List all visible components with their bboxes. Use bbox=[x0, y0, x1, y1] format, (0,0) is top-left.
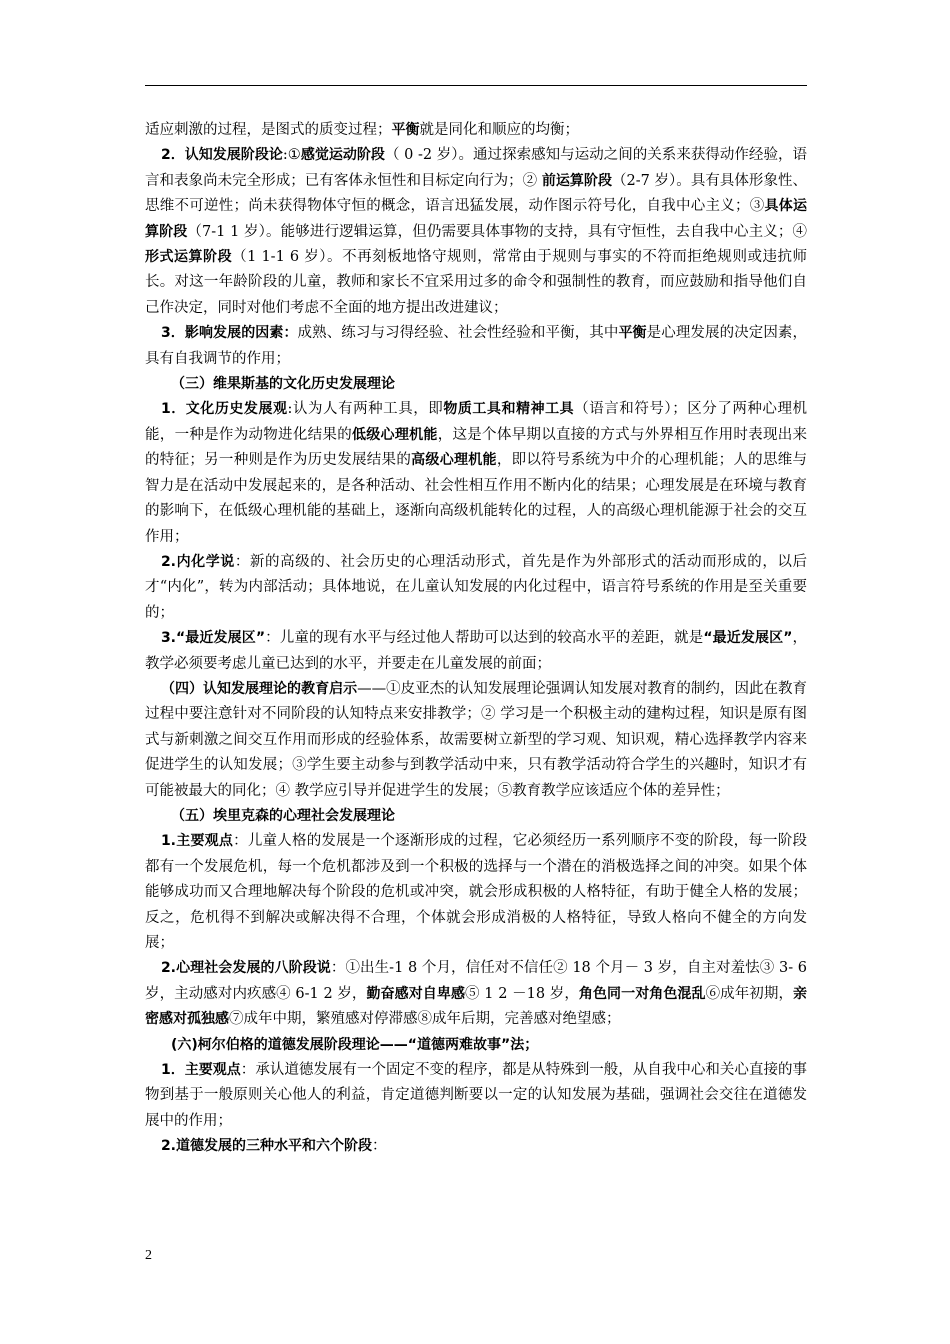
paragraph-zpd: 3.“最近发展区”：儿童的现有水平与经过他人帮助可以达到的较高水平的差距，就是“最近发展区”，教学必须要考虑儿童已达到的水平，并要走在儿童发展的前面； bbox=[145, 630, 808, 672]
paragraph-erikson-eight-stages: 2.心理社会发展的八阶段说：①出生-1 8 个月，信任对不信任② 18 个月－ 3 岁，自主对羞怯③ 3- 6 岁，主动感对内疚感④ 6-1 2 岁，勤奋感对自卑感⑤ 1 2 －18 岁，角色同一对角色混乱⑥成年初期，亲密感对孤独感⑦成年中期，繁殖感对停滞感⑧成年后期，完善感对绝望感； bbox=[145, 960, 808, 1028]
heading-erikson: （五）埃里克森的心理社会发展理论 bbox=[171, 807, 395, 824]
paragraph-internalization: 2.内化学说：新的高级的、社会历史的心理活动形式，首先是作为外部形式的活动而形成的，以后才“内化”，转为内部活动；具体地说，在儿童认知发展的内化过程中，语言符号系统的作用是至关重要的； bbox=[145, 553, 807, 621]
heading-vygotsky: （三）维果斯基的文化历史发展理论 bbox=[171, 376, 395, 393]
paragraph-balance: 适应刺激的过程，是图式的质变过程；平衡就是同化和顺应的均衡； bbox=[145, 122, 579, 138]
header-rule bbox=[145, 85, 807, 86]
paragraph-piaget-stages: 2．认知发展阶段论:①感觉运动阶段（ 0 -2 岁）。通过探索感知与运动之间的关系来获得动作经验，语言和表象尚未完全形成；已有客体永恒性和目标定向行为；② 前运算阶段（2-7 岁）。具有具体形象性、思维不可逆性；尚未获得物体守恒的概念，语言迅猛发展，动作图示符号化，自我中心主义；③具体运算阶段（7-1 1 岁）。能够进行逻辑运算，但仍需要具体事物的支持，具有守恒性，去自我中心主义；④ 形式运算阶段（1 1-1 6 岁）。不再刻板地恪守规则，常常由于规则与事实的不符而拒绝规则或违抗师长。对这一年龄阶段的儿童，教师和家长不宜采用过多的命令和强制性的教育，而应鼓励和指导他们自己作决定，同时对他们考虑不全面的地方提出改进建议； bbox=[145, 147, 808, 316]
page-body bbox=[145, 118, 807, 1160]
page-number: 2 bbox=[145, 1248, 152, 1263]
paragraph-erikson-main: 1.主要观点：儿童人格的发展是一个逐渐形成的过程，它必须经历一系列顺序不变的阶段，每一阶段都有一个发展危机，每一个危机都涉及到一个积极的选择与一个潜在的消极选择之间的冲突。如果个体能够成功而又合理地解决每个阶段的危机或冲突，就会形成积极的人格特征，有助于健全人格的发展；反之，危机得不到解决或解决得不合理，个体就会形成消极的人格特征，导致人格向不健全的方向发展； bbox=[145, 833, 808, 951]
paragraph-educational-implications: （四）认知发展理论的教育启示——①皮亚杰的认知发展理论强调认知发展对教育的制约，因此在教育过程中要注意针对不同阶段的认知特点来安排教学；② 学习是一个积极主动的建构过程，知识是原有图式与新刺激之间交互作用而形成的经验体系，故需要树立新型的学习观、知识观，精心选择教学内容来促进学生的认知发展；③学生要主动参与到教学活动中来，只有教学活动符合学生的兴趣时，知识才有可能被最大的同化；④ 教学应引导并促进学生的发展；⑤教育教学应该适应个体的差异性； bbox=[145, 680, 808, 799]
paragraph-kohlberg-main: 1．主要观点：承认道德发展有一个固定不变的程序，都是从特殊到一般，从自我中心和关心直接的事物到基于一般原则关心他人的利益，肯定道德判断要以一定的认知发展为基础，强调社会交往在道德发展中的作用； bbox=[145, 1062, 807, 1129]
paragraph-development-factors: 3．影响发展的因素：成熟、练习与习得经验、社会性经验和平衡，其中平衡是心理发展的决定因素，具有自我调节的作用； bbox=[145, 325, 808, 367]
paragraph-kohlberg-levels: 2.道德发展的三种水平和六个阶段： bbox=[160, 1138, 387, 1155]
paragraph-cultural-historical: 1．文化历史发展观:认为人有两种工具，即物质工具和精神工具（语言和符号）；区分了两种心理机能，一种是作为动物进化结果的低级心理机能，这是个体早期以直接的方式与外界相互作用时表现出来的特征；另一种则是作为历史发展结果的高级心理机能，即以符号系统为中介的心理机能；人的思维与智力是在活动中发展起来的，是各种活动、社会性相互作用不断内化的结果；心理发展是在环境与教育的影响下，在低级心理机能的基础上，逐渐向高级机能转化的过程，人的高级心理机能源于社会的交互作用； bbox=[145, 401, 808, 545]
heading-kohlberg: (六)柯尔伯格的道德发展阶段理论——“道德两难故事”法； bbox=[171, 1036, 539, 1053]
